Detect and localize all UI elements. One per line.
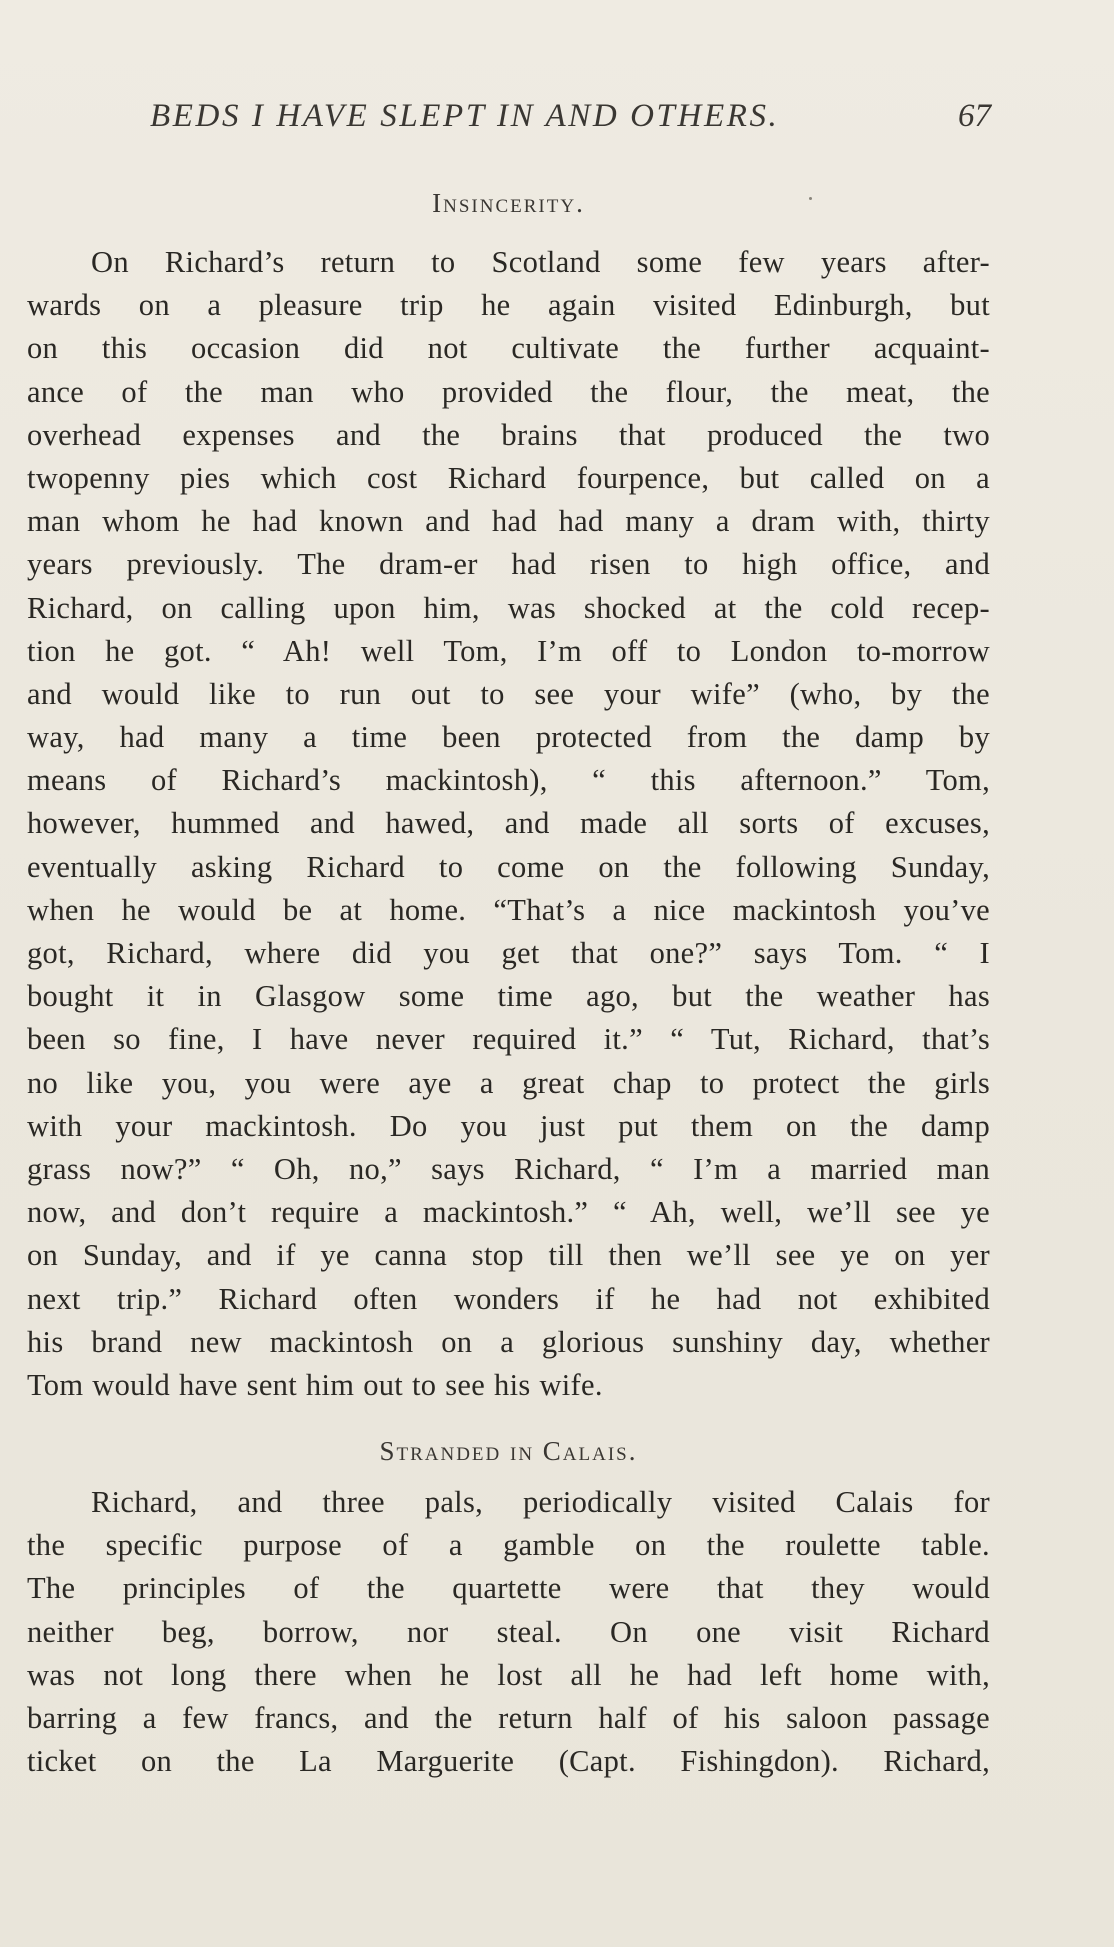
text-line: neither beg, borrow, nor steal. On one visit Richard bbox=[27, 1614, 990, 1649]
text-line: ticket on the La Marguerite (Capt. Fishingdon). Richard, bbox=[27, 1744, 990, 1779]
text-line: twopenny pies which cost Richard fourpence, but called on a bbox=[27, 460, 990, 495]
text-line: when he would be at home. “That’s a nice mackintosh you’ve bbox=[27, 892, 990, 927]
text-line: bought it in Glasgow some time ago, but the weather has bbox=[27, 979, 990, 1014]
text-line: no like you, you were aye a great chap to protect the girls bbox=[27, 1065, 990, 1100]
text-line: grass now?” “ Oh, no,” says Richard, “ I’m a married man bbox=[27, 1151, 990, 1186]
text-line: on Sunday, and if ye canna stop till then we’ll see ye on yer bbox=[27, 1238, 990, 1273]
text-line: with your mackintosh. Do you just put them on the damp bbox=[27, 1108, 990, 1143]
body-text bbox=[27, 180, 990, 1783]
text-line: years previously. The dram-er had risen to high office, and bbox=[27, 547, 990, 582]
text-line: next trip.” Richard often wonders if he had not exhibited bbox=[27, 1281, 990, 1316]
text-line: way, had many a time been protected from the damp by bbox=[27, 720, 990, 755]
section-body-insincerity bbox=[27, 241, 990, 1407]
text-line: was not long there when he lost all he had left home with, bbox=[27, 1657, 990, 1692]
text-line: ance of the man who provided the flour, the meat, the bbox=[27, 374, 990, 409]
text-line: been so fine, I have never required it.” “ Tut, Richard, that’s bbox=[27, 1022, 990, 1057]
text-line: barring a few francs, and the return half of his saloon passage bbox=[27, 1701, 990, 1735]
text-line: means of Richard’s mackintosh), “ this afternoon.” Tom, bbox=[27, 763, 990, 798]
text-line: his brand new mackintosh on a glorious sunshiny day, whether bbox=[27, 1324, 990, 1359]
text-line: The principles of the quartette were that they would bbox=[27, 1571, 990, 1606]
text-line: wards on a pleasure trip he again visited Edinburgh, but bbox=[27, 288, 990, 323]
text-line: eventually asking Richard to come on the following Sunday, bbox=[27, 849, 990, 884]
text-line: got, Richard, where did you get that one?” says Tom. “ I bbox=[27, 936, 990, 970]
section-heading-insincerity: Insincerity. bbox=[432, 188, 585, 218]
text-line: overhead expenses and the brains that produced the two bbox=[27, 417, 990, 452]
text-line: and would like to run out to see your wife” (who, by the bbox=[27, 676, 990, 711]
section-heading-stranded-in-calais: Stranded in Calais. bbox=[379, 1436, 638, 1467]
text-line: Tom would have sent him out to see his wife. bbox=[27, 1367, 603, 1402]
page-number: 67 bbox=[958, 98, 991, 134]
text-line: man whom he had known and had had many a dram with, thirty bbox=[27, 504, 990, 539]
text-line: Richard, and three pals, periodically visited Calais for bbox=[91, 1485, 990, 1520]
text-line: Richard, on calling upon him, was shocked at the cold recep- bbox=[27, 590, 990, 625]
text-line: the specific purpose of a gamble on the roulette table. bbox=[27, 1528, 990, 1563]
running-title: BEDS I HAVE SLEPT IN AND OTHERS. bbox=[150, 98, 780, 134]
text-line: however, hummed and hawed, and made all sorts of excuses, bbox=[27, 806, 990, 841]
text-line: On Richard’s return to Scotland some few years after- bbox=[91, 245, 990, 279]
text-line: tion he got. “ Ah! well Tom, I’m off to London to-morrow bbox=[27, 633, 990, 668]
text-line: on this occasion did not cultivate the further acquaint- bbox=[27, 331, 990, 366]
section-body-stranded-in-calais bbox=[27, 1481, 990, 1783]
text-line: now, and don’t require a mackintosh.” “ Ah, well, we’ll see ye bbox=[27, 1195, 990, 1230]
